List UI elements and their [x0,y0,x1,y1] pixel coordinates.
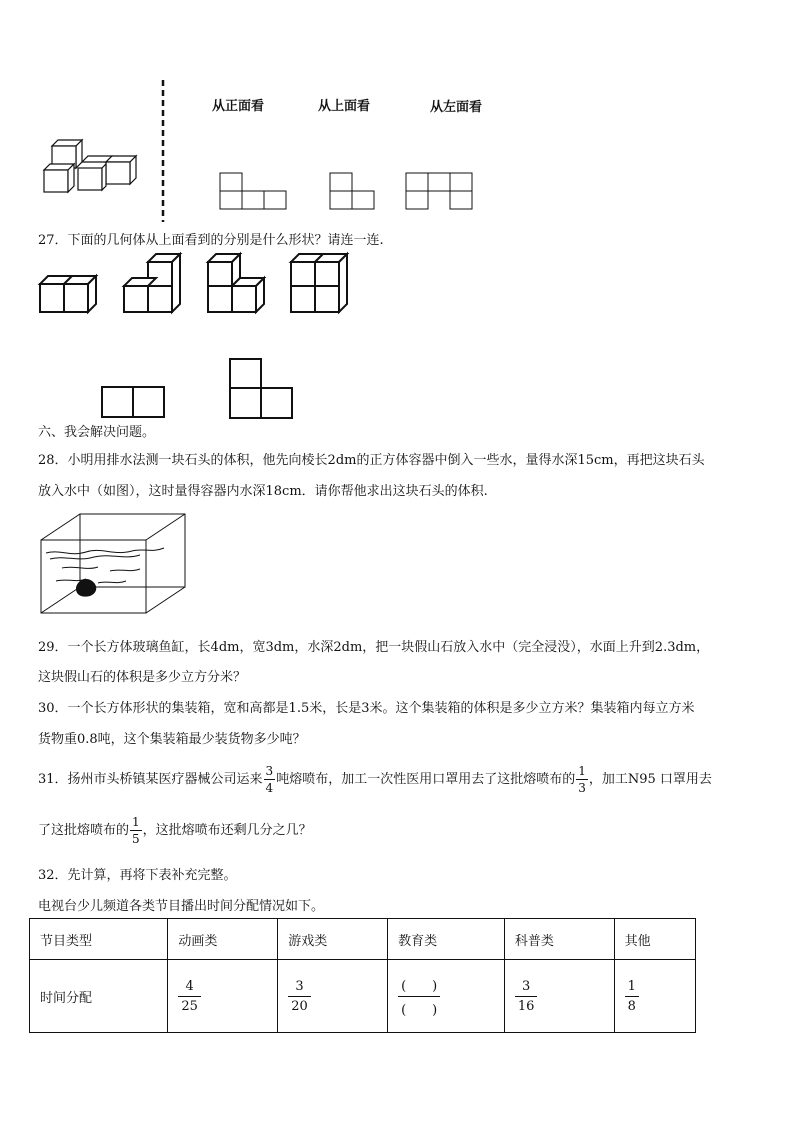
header-cell: 游戏类 [278,919,388,960]
q31-fraction-1-3: $\frac{1}{3}$ [578,764,586,795]
view-label-front: 从正面看 [212,99,265,114]
header-cell: 教育类 [388,919,505,960]
stone-icon [76,579,96,597]
table-caption: 电视台少儿频道各类节目播出时间分配情况如下。 [38,899,325,914]
fraction-cell-blank[interactable] [388,960,505,1033]
question-30-line-1: 30．一个长方体形状的集装箱，宽和高都是1.5米，长是3米。这个集装箱的体积是多少立方米？集装箱内每立方米 [38,701,695,716]
cube-solid-figure [40,138,140,198]
header-cell: 科普类 [504,919,614,960]
dashed-divider [160,80,166,222]
question-27-text: 27．下面的几何体从上面看到的分别是什么形状？请连一连. [38,233,384,248]
question-31-line-1 [38,765,712,794]
question-29-line-2: 这块假山石的体积是多少立方分米？ [38,670,247,685]
q31-fraction-3-4: $\frac{3}{4}$ [265,764,274,795]
row-label-cell: 时间分配 [30,960,168,1033]
fraction-blank[interactable]: ( ) ( ) [398,973,440,1020]
section-6-title: 六、我会解决问题。 [38,425,156,440]
header-cell: 动画类 [168,919,278,960]
q27-solid-3 [206,252,270,314]
question-31-line-2 [38,816,312,845]
q27-solid-4 [289,252,353,314]
table-data-row [30,960,696,1033]
fraction: $\frac{3}{16}$ [515,977,538,1016]
q27-top-view-b [228,357,294,421]
fraction-cell [614,960,695,1033]
view-label-left: 从左面看 [430,100,483,115]
fraction: $\frac{4}{25}$ [178,977,201,1016]
q31-text-part-2: 吨熔喷布，加工一次性医用口罩用去了这批熔喷布的 [276,772,576,787]
header-cell: 节目类型 [30,919,168,960]
view-shape-left [405,172,475,212]
time-distribution-table [29,918,696,1033]
q27-solid-1 [38,270,102,314]
q27-solid-2 [122,252,186,314]
water-container-diagram [40,513,188,615]
q31-fraction-1-5: $\frac{1}{5}$ [132,815,140,846]
view-shape-top [329,172,379,212]
view-shape-front [219,172,289,212]
table-header-row [30,919,696,960]
question-30-line-2: 货物重0.8吨，这个集装箱最少装货物多少吨？ [38,732,306,747]
fraction: $\frac{3}{20}$ [288,977,311,1016]
q31-text-part-4: 了这批熔喷布的 [38,823,130,838]
fraction-cell [168,960,278,1033]
fraction: $\frac{1}{8}$ [625,977,639,1016]
fraction-cell [504,960,614,1033]
q27-top-view-a [101,386,167,420]
question-28-line-1: 28．小明用排水法测一块石头的体积，他先向棱长2dm的正方体容器中倒入一些水，量得水深15cm，再把这块石头 [38,453,705,468]
q31-text-part-5: ，这批熔喷布还剩几分之几？ [142,823,312,838]
question-32-text: 32．先计算，再将下表补充完整。 [38,868,237,883]
view-label-top: 从上面看 [318,99,371,114]
question-28-line-2: 放入水中（如图），这时量得容器内水深18cm．请你帮他求出这块石头的体积. [38,484,488,499]
q31-text-part-1: 31．扬州市头桥镇某医疗器械公司运来 [38,772,263,787]
question-29-line-1: 29．一个长方体玻璃鱼缸，长4dm，宽3dm，水深2dm，把一块假山石放入水中（完全浸没），水面上升到2.3dm， [38,640,710,655]
fraction-cell [278,960,388,1033]
header-cell: 其他 [614,919,695,960]
q31-text-part-3: ，加工N95 口罩用去 [588,772,712,787]
